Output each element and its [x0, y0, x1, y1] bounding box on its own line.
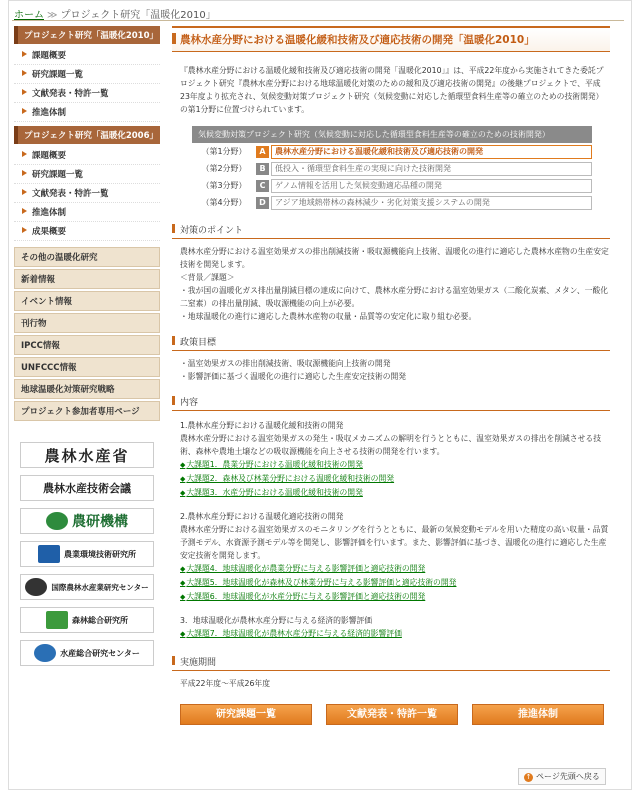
section-heading-goal: 政策目標: [172, 335, 610, 351]
content-group-title: 1.農林水産分野における温暖化緩和技術の開発: [180, 421, 344, 430]
point-line: ＜背景／課題＞: [180, 273, 235, 282]
phase-letter: B: [256, 163, 269, 175]
content-group-3: [180, 614, 610, 627]
sidebar-item-2010-overview[interactable]: 課題概要: [14, 46, 160, 65]
phase-box: [192, 126, 592, 211]
research-list-button[interactable]: 研究課題一覧: [180, 704, 312, 725]
sidebar-item-2006-structure[interactable]: 推進体制: [14, 203, 160, 222]
page-title: 農林水産分野における温暖化緩和技術及び適応技術の開発「温暖化2010」: [172, 26, 610, 52]
task-link-2[interactable]: ◆ 大課題2．森林及び林業分野における温暖化緩和技術の開発: [180, 472, 610, 486]
papers-patents-button[interactable]: 文献発表・特許一覧: [326, 704, 458, 725]
logo-fra[interactable]: 水産総合研究センター: [20, 640, 154, 666]
point-line: 農林水産分野における温室効果ガスの排出削減技術・吸収源機能向上技術、温暖化の進行に適応した農林水産物の生産安定技術を開発します。: [180, 247, 609, 269]
phase-letter: D: [256, 197, 269, 209]
phase-row-1[interactable]: [192, 143, 592, 160]
task-link-7[interactable]: ◆ 大課題7．地球温暖化が農林水産分野に与える経済的影響評価: [180, 627, 610, 641]
phase-label: （第3分野）: [201, 181, 247, 190]
logo-afftis[interactable]: 農林水産技術会議: [20, 475, 154, 501]
sidebar-head-2006[interactable]: プロジェクト研究「温暖化2006」: [14, 126, 160, 144]
sidebar-button-publications[interactable]: 刊行物: [14, 313, 160, 333]
content-group-title: 3．地球温暖化が農林水産分野に与える経済的影響評価: [180, 616, 373, 625]
point-line: ・地球温暖化の進行に適応した農林水産物の収量・品質等の安定化に取り組む必要。: [180, 312, 477, 321]
phase-letter: A: [256, 146, 269, 158]
sidebar-head-2010[interactable]: プロジェクト研究「温暖化2010」: [14, 26, 160, 44]
sidebar-button-events[interactable]: イベント情報: [14, 291, 160, 311]
sidebar-button-news[interactable]: 新着情報: [14, 269, 160, 289]
goal-text: [180, 357, 610, 383]
goal-line: ・影響評価に基づく温暖化の進行に適応した生産安定技術の開発: [180, 372, 407, 381]
sidebar: [14, 26, 160, 666]
phase-row-4[interactable]: [192, 194, 592, 211]
sidebar-button-strategy[interactable]: 地球温暖化対策研究戦略: [14, 379, 160, 399]
sidebar-button-unfccc[interactable]: UNFCCC情報: [14, 357, 160, 377]
content-group-1: [180, 419, 610, 458]
breadcrumb-current: プロジェクト研究「温暖化2010」: [60, 10, 216, 21]
main-content: [172, 26, 610, 690]
logo-niaes[interactable]: 農業環境技術研究所: [20, 541, 154, 567]
phase-text: ゲノム情報を活用した気候変動適応品種の開発: [271, 179, 592, 193]
sidebar-item-2006-overview[interactable]: 課題概要: [14, 146, 160, 165]
sidebar-item-2010-list[interactable]: 研究課題一覧: [14, 65, 160, 84]
breadcrumb-divider: [12, 20, 624, 21]
phase-text: 低投入・循環型食料生産の実現に向けた技術開発: [271, 162, 592, 176]
phase-row-3[interactable]: [192, 177, 592, 194]
sidebar-item-2006-papers[interactable]: 文献発表・特許一覧: [14, 184, 160, 203]
phase-label: （第1分野）: [201, 147, 247, 156]
phase-label: （第4分野）: [201, 198, 247, 207]
phase-text: 農林水産分野における温暖化緩和技術及び適応技術の開発: [271, 145, 592, 159]
content-group-text: 農林水産分野における温室効果ガスの発生・吸収メカニズムの解明を行うとともに、温室効果ガスの排出を削減させる技術、森林や農地土壌などの吸収源機能を向上させる技術の開発を行います。: [180, 434, 602, 456]
phase-letter: C: [256, 180, 269, 192]
breadcrumb: [14, 6, 216, 21]
sidebar-item-2006-results[interactable]: 成果概要: [14, 222, 160, 241]
bottom-buttons: [180, 704, 604, 725]
structure-button[interactable]: 推進体制: [472, 704, 604, 725]
sidebar-item-2010-papers[interactable]: 文献発表・特許一覧: [14, 84, 160, 103]
logo-maff[interactable]: 農林水産省: [20, 442, 154, 468]
section-heading-period: 実施期間: [172, 655, 610, 671]
page-top-button[interactable]: [518, 768, 606, 785]
page-top-label: ページ先頭へ戻る: [536, 772, 600, 781]
niaes-mark-icon: [38, 545, 60, 563]
arrow-up-icon: ↑: [525, 773, 532, 781]
naro-mark-icon: [46, 512, 68, 530]
task-link-5[interactable]: ◆ 大課題5．地球温暖化が森林及び林業分野に与える影響評価と適応技術の開発: [180, 576, 610, 590]
point-text: [180, 245, 610, 323]
intro-text: 『農林水産分野における温暖化緩和技術及び適応技術の開発「温暖化2010」』は、平成22年度から実施されてきた委託プロジェクト研究『農林水産分野における地球温暖化対策のための緩和及び適応技術の開発』の後継プロジェクトで、平成23年度より拡充され、気候変動対策プロジェクト研究（気候変動に対応した循環型食料生産等の確立のための技術開発）の第1分野に位置づけられています。: [180, 66, 604, 114]
sidebar-item-2010-structure[interactable]: 推進体制: [14, 103, 160, 122]
ffpri-mark-icon: [46, 611, 68, 629]
point-line: ・我が国の温暖化ガス排出量削減目標の達成に向けて、農林水産分野における温室効果ガス（二酸化炭素、メタン、一酸化二窒素）の排出量削減、吸収源機能の向上が必要。: [180, 286, 609, 308]
phase-header: 気候変動対策プロジェクト研究（気候変動に対応した循環型食料生産等の確立のための技術開発）: [192, 126, 592, 143]
period-text: 平成22年度〜平成26年度: [180, 679, 271, 688]
breadcrumb-home-link[interactable]: ホーム: [14, 10, 44, 21]
sidebar-button-ipcc[interactable]: IPCC情報: [14, 335, 160, 355]
logo-naro[interactable]: 農研機構: [20, 508, 154, 534]
section-heading-content: 内容: [172, 395, 610, 411]
phase-label: （第2分野）: [201, 164, 247, 173]
phase-text: アジア地域熱帯林の森林減少・劣化対策支援システムの開発: [271, 196, 592, 210]
logo-ffpri[interactable]: 森林総合研究所: [20, 607, 154, 633]
fra-mark-icon: [34, 644, 56, 662]
sidebar-button-other-research[interactable]: その他の温暖化研究: [14, 247, 160, 267]
goal-line: ・温室効果ガスの排出削減技術、吸収源機能向上技術の開発: [180, 359, 391, 368]
logo-jircas[interactable]: 国際農林水産業研究センター: [20, 574, 154, 600]
section-heading-point: 対策のポイント: [172, 223, 610, 239]
task-link-6[interactable]: ◆ 大課題6．地球温暖化が水産分野に与える影響評価と適応技術の開発: [180, 590, 610, 604]
task-link-4[interactable]: ◆ 大課題4．地球温暖化が農業分野に与える影響評価と適応技術の開発: [180, 562, 610, 576]
phase-row-2[interactable]: [192, 160, 592, 177]
task-link-3[interactable]: ◆ 大課題3．水産分野における温暖化緩和技術の開発: [180, 486, 610, 500]
content-group-text: 農林水産分野における温室効果ガスのモニタリングを行うとともに、最新の気候変動モデルを用いた精度の高い収量・品質予測モデル、水資源予測モデル等を開発し、影響評価を行います。また、影響評価に基づき、温暖化の進行に適応した生産安定技術を開発します。: [180, 525, 609, 560]
sidebar-item-2006-list[interactable]: 研究課題一覧: [14, 165, 160, 184]
task-link-1[interactable]: ◆ 大課題1．農業分野における温暖化緩和技術の開発: [180, 458, 610, 472]
content-group-title: 2.農林水産分野における温暖化適応技術の開発: [180, 512, 344, 521]
breadcrumb-separator: ≫: [47, 10, 58, 21]
content-group-2: [180, 510, 610, 562]
sidebar-button-members[interactable]: プロジェクト参加者専用ページ: [14, 401, 160, 421]
jircas-mark-icon: [25, 578, 47, 596]
